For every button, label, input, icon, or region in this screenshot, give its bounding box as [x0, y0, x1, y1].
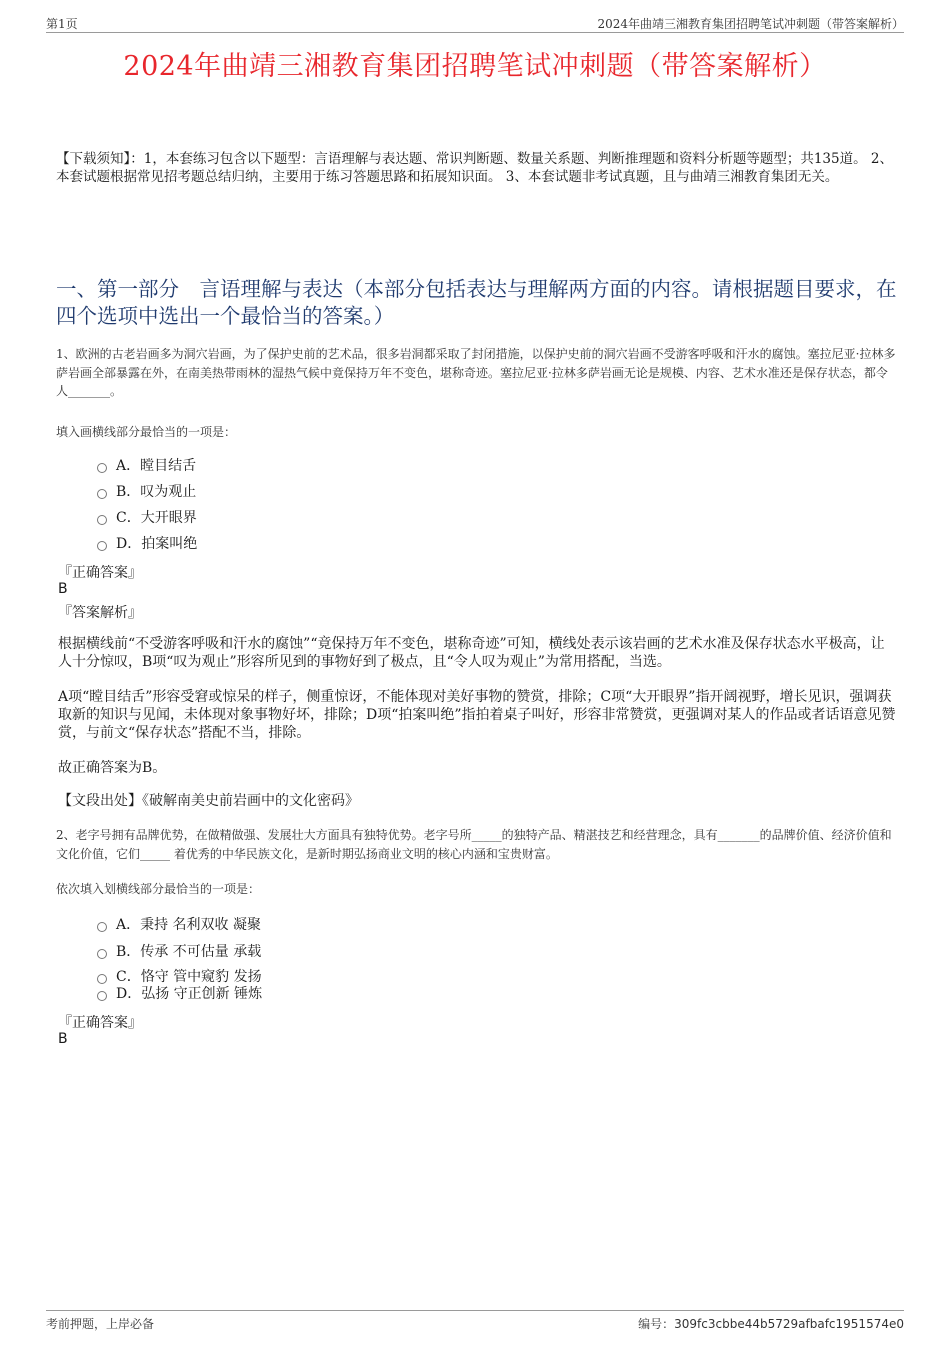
page-number: 第1页 — [46, 17, 78, 31]
question-1-text: 1、欧洲的古老岩画多为洞穴岩画，为了保护史前的艺术品，很多岩洞都采取了封闭措施，以保护史前的洞穴岩画不受游客呼吸和汗水的腐蚀。塞拉尼亚·拉林多萨岩画全部暴露在外，在南美热带雨林的湿热气候中竟保持万年不变色，堪称奇迹。塞拉尼亚·拉林多萨岩画无论是规模、内容、艺术水准还是保存状态，都令人_______。 — [56, 347, 896, 398]
header-doc-title: 2024年曲靖三湘教育集团招聘笔试冲刺题（带答案解析） — [597, 17, 904, 31]
radio-icon[interactable] — [97, 974, 107, 984]
question-1-option-c[interactable] — [97, 507, 197, 527]
question-2-prompt: 依次填入划横线部分最恰当的一项是： — [56, 882, 261, 896]
question-2-answer-label: 『正确答案』 — [58, 1015, 142, 1031]
question-1-option-d[interactable] — [97, 533, 197, 553]
option-label: D．拍案叫绝 — [116, 536, 198, 552]
footer-slogan: 考前押题，上岸必备 — [46, 1317, 155, 1331]
radio-icon[interactable] — [97, 515, 107, 525]
footer-code-value: 309fc3cbbe44b5729afbafc1951574e0 — [674, 1317, 904, 1331]
question-1-analysis-para-1: 根据横线前“不受游客呼吸和汗水的腐蚀”“竟保持万年不变色，堪称奇迹”可知，横线处表示该岩画的艺术水准及保存状态水平极高，让人十分惊叹，B项“叹为观止”形容所见到的事物好到了极点，且“令人叹为观止”为常用搭配，当选。 — [58, 636, 885, 670]
download-notice: 【下载须知】：1，本套练习包含以下题型：言语理解与表达题、常识判断题、数量关系题、判断推理题和资料分析题等题型；共135道。 2、本套试题根据常见招考题总结归纳，主要用于练习答题思路和拓展知识面。 3、本套试题非考试真题，且与曲靖三湘教育集团无关。 — [56, 151, 893, 185]
page-footer — [46, 1310, 904, 1333]
question-1-answer-label: 『正确答案』 — [58, 565, 142, 581]
question-1-analysis-label: 『答案解析』 — [58, 605, 142, 621]
option-label: A．瞠目结舌 — [116, 458, 197, 474]
option-label: B．叹为观止 — [116, 484, 197, 500]
footer-code — [638, 1315, 904, 1332]
option-label: C．恪守 管中窥豹 发扬 — [116, 969, 262, 985]
question-1-source: 【文段出处】《破解南美史前岩画中的文化密码》 — [58, 793, 359, 809]
option-label: A．秉持 名利双收 凝聚 — [116, 917, 262, 933]
question-2-answer: B — [58, 1031, 68, 1047]
question-1-analysis-para-2: A项“瞠目结舌”形容受窘或惊呆的样子，侧重惊讶，不能体现对美好事物的赞赏，排除；C项“大开眼界”指开阔视野，增长见识，强调获取新的知识与见闻，未体现对象事物好坏，排除；D项“拍案叫绝”指拍着桌子叫好，形容非常赞赏，更强调对某人的作品或者话语意见赞赏，与前文“保存状态”搭配不当，排除。 — [58, 689, 896, 741]
question-1-prompt: 填入画横线部分最恰当的一项是： — [56, 425, 237, 439]
option-label: C．大开眼界 — [116, 510, 197, 526]
question-1-answer: B — [58, 581, 68, 597]
section-title: 一、第一部分 言语理解与表达（本部分包括表达与理解两方面的内容。请根据题目要求，在四个选项中选出一个最恰当的答案。） — [56, 277, 897, 328]
footer-code-label: 编号： — [638, 1317, 675, 1331]
question-2-text: 2、老字号拥有品牌优势，在做精做强、发展壮大方面具有独特优势。老字号所_____的独特产品、精湛技艺和经营理念，具有_______的品牌价值、经济价值和文化价值，它们_____ 着优秀的中华民族文化，是新时期弘扬商业文明的核心内涵和宝贵财富。 — [56, 828, 892, 861]
question-2-option-a[interactable] — [97, 914, 261, 934]
radio-icon[interactable] — [97, 541, 107, 551]
radio-icon[interactable] — [97, 991, 107, 1001]
question-1-conclusion: 故正确答案为B。 — [58, 760, 167, 776]
radio-icon[interactable] — [97, 489, 107, 499]
option-label: D．弘扬 守正创新 锤炼 — [116, 986, 263, 1002]
page-header — [46, 12, 904, 33]
question-1-option-b[interactable] — [97, 481, 196, 501]
option-label: B．传承 不可估量 承载 — [116, 944, 262, 960]
radio-icon[interactable] — [97, 463, 107, 473]
radio-icon[interactable] — [97, 949, 107, 959]
radio-icon[interactable] — [97, 922, 107, 932]
question-2-option-d[interactable] — [97, 983, 262, 1003]
page-title: 2024年曲靖三湘教育集团招聘笔试冲刺题（带答案解析） — [123, 51, 827, 82]
question-2-option-b[interactable] — [97, 941, 261, 961]
question-1-option-a[interactable] — [97, 455, 196, 475]
